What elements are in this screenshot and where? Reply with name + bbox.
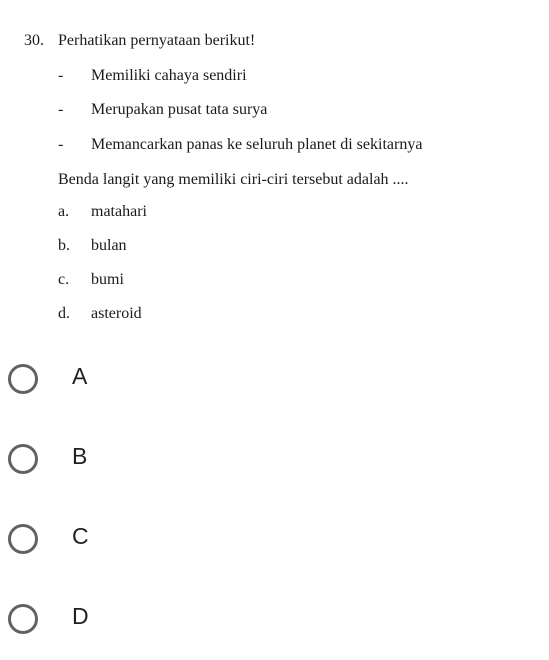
statement-text: Memiliki cahaya sendiri <box>91 67 247 84</box>
choice-label: C <box>72 523 89 549</box>
bullet-dash: - <box>58 101 64 118</box>
statement-text: Merupakan pusat tata surya <box>91 101 268 118</box>
question-number: 30. <box>24 32 44 49</box>
choice-label: D <box>72 603 89 629</box>
question-title: Perhatikan pernyataan berikut! <box>58 32 256 49</box>
option-text: matahari <box>91 203 147 220</box>
radio-button-icon[interactable] <box>8 524 38 554</box>
option-text: asteroid <box>91 305 142 322</box>
choice-label: A <box>72 363 88 389</box>
option-letter: b. <box>58 237 70 254</box>
option-text: bumi <box>91 271 124 288</box>
radio-button-icon[interactable] <box>8 604 38 634</box>
option-letter: c. <box>58 271 70 288</box>
statement-text: Memancarkan panas ke seluruh planet di sekitarnya <box>91 136 423 153</box>
choice-label: B <box>72 443 88 469</box>
option-text: bulan <box>91 237 127 254</box>
radio-button-icon[interactable] <box>8 444 38 474</box>
choice-b[interactable] <box>0 430 549 500</box>
choice-d[interactable] <box>0 590 549 660</box>
choice-c[interactable] <box>0 510 549 580</box>
radio-button-icon[interactable] <box>8 364 38 394</box>
bullet-dash: - <box>58 67 64 84</box>
option-letter: d. <box>58 305 70 322</box>
choice-a[interactable] <box>0 350 549 420</box>
bullet-dash: - <box>58 136 64 153</box>
question-prompt: Benda langit yang memiliki ciri-ciri tersebut adalah .... <box>58 171 409 188</box>
option-letter: a. <box>58 203 70 220</box>
